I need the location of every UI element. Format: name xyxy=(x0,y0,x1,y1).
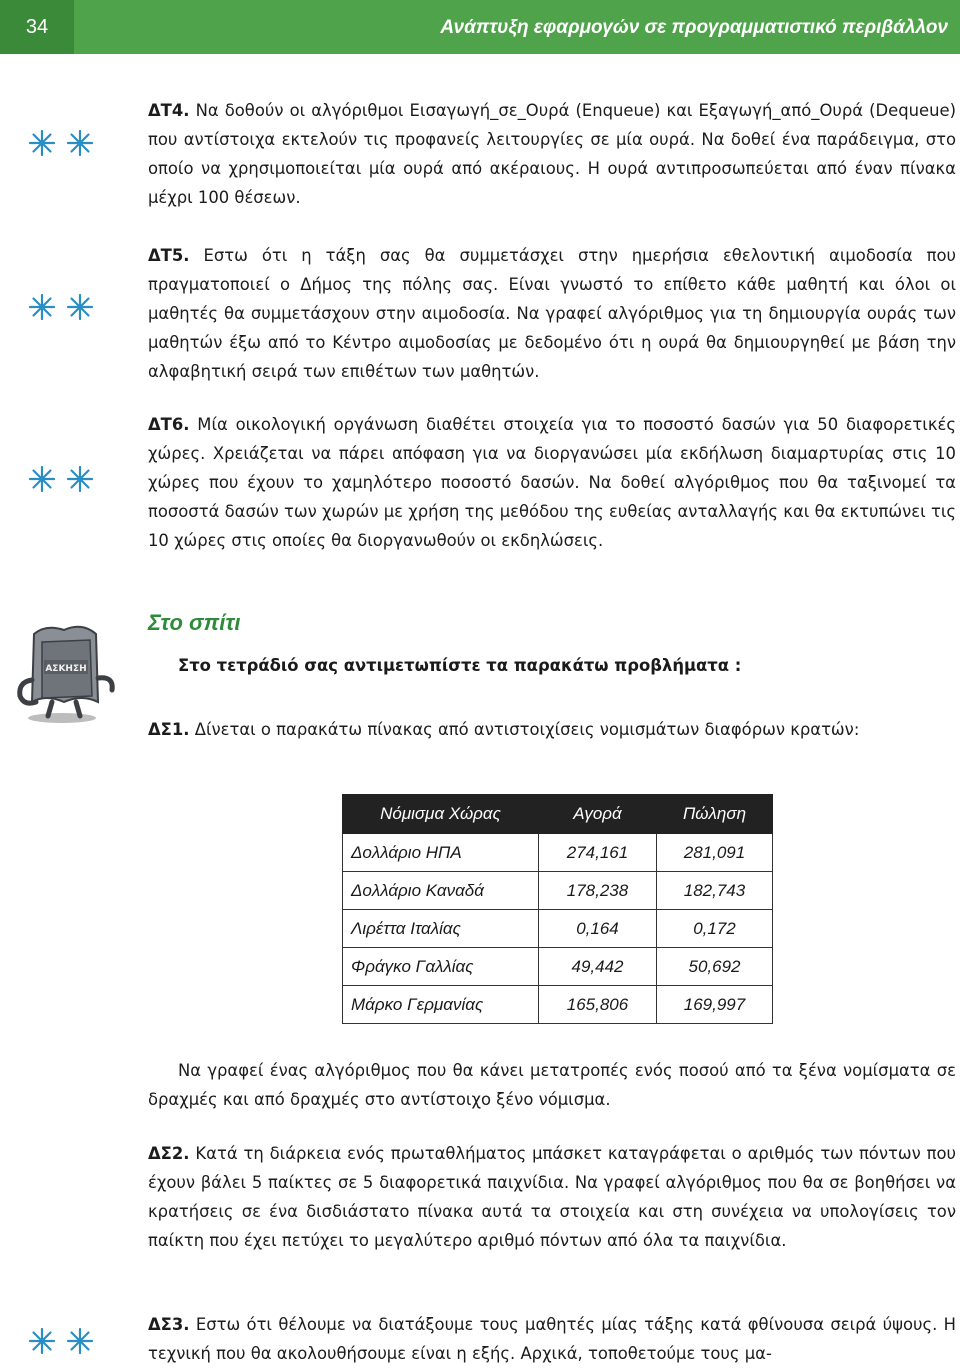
exercise-t6 xyxy=(148,410,956,555)
exercise-text: Εστω ότι η τάξη σας θα συμμετάσχει στην ημερήσια εθελοντική αιμοδοσία που πραγματοποιεί ο Δήμος της πόλης σας. Είναι γνωστό το επίθετο κάθε μαθητή και όλοι οι μαθητές θα συμμετάσχουν στην αιμοδοσία. Να γραφεί αλγόριθμος για τη δημιουργία ουράς των μαθητών έξω από το Κέντρο αιμοδοσίας με δεδομένο ότι η ουρά θα δημιουργηθεί με βάση την αλφαβητική σειρά των επιθέτων των μαθητών. xyxy=(148,246,956,381)
table-header-cell: Αγορά xyxy=(539,795,657,834)
exercise-label: ΔΣ2. xyxy=(148,1144,190,1163)
table-cell: 0,164 xyxy=(539,910,657,948)
double-star-icon xyxy=(28,292,100,322)
exercise-s1 xyxy=(148,715,956,744)
exercise-label: ΔΣ1. xyxy=(148,720,190,739)
table-cell: 178,238 xyxy=(539,872,657,910)
currency-table xyxy=(342,794,773,1024)
table-cell: Μάρκο Γερμανίας xyxy=(343,986,539,1024)
exercise-text: Να δοθούν οι αλγόριθμοι Εισαγωγή_σε_Ουρά (Enqueue) και Εξαγωγή_από_Ουρά (Dequeue) που αντίστοιχα εκτελούν τις προφανείς λειτουργίες σε μία ουρά. Να δοθεί ένα παράδειγμα, στο οποίο να χρησιμοποιείται μία ουρά από ακέραιους. Η ουρά αντιπροσωπεύεται από έναν πίνακα μέχρι 100 θέσεων. xyxy=(148,101,956,207)
mascot-label: ΑΣΚΗΣΗ xyxy=(45,664,87,674)
exercise-label: ΔΤ6. xyxy=(148,415,190,434)
table-cell: 182,743 xyxy=(657,872,773,910)
table-cell: 165,806 xyxy=(539,986,657,1024)
table-row xyxy=(343,834,773,872)
table-cell: 281,091 xyxy=(657,834,773,872)
exercise-label: ΔΤ5. xyxy=(148,246,190,265)
table-cell: 49,442 xyxy=(539,948,657,986)
table-header-cell: Πώληση xyxy=(657,795,773,834)
exercise-label: ΔΣ3. xyxy=(148,1315,190,1334)
table-cell: Φράγκο Γαλλίας xyxy=(343,948,539,986)
exercise-label: ΔΤ4. xyxy=(148,101,190,120)
chapter-title: Ανάπτυξη εφαρμογών σε προγραμματιστικό περιβάλλον xyxy=(440,17,948,38)
table-row xyxy=(343,872,773,910)
double-star-icon xyxy=(28,1326,100,1356)
table-cell: 0,172 xyxy=(657,910,773,948)
table-cell: Δολλάριο ΗΠΑ xyxy=(343,834,539,872)
table-row xyxy=(343,910,773,948)
page-header xyxy=(0,0,960,54)
table-cell: 50,692 xyxy=(657,948,773,986)
table-cell: 169,997 xyxy=(657,986,773,1024)
table-cell: 274,161 xyxy=(539,834,657,872)
double-star-icon xyxy=(28,464,100,494)
exercise-t4 xyxy=(148,96,956,212)
exercise-text: Μία οικολογική οργάνωση διαθέτει στοιχεία για το ποσοστό δασών για 50 διαφορετικές χώρες. Χρειάζεται να πάρει απόφαση για να διοργανώσει μία εκδήλωση διαμαρτυρίας στις 10 χώρες που έχουν το χαμηλότερο ποσοστό δασών. Να δοθεί αλγόριθμος που θα ταξινομεί τα ποσοστά δασών των χωρών με χρήση της μεθόδου της ευθείας ανταλλαγής και θα εκτυπώνει τις 10 χώρες στις οποίες θα διοργανωθούν οι εκδηλώσεις. xyxy=(148,415,956,550)
exercise-t5 xyxy=(148,241,956,386)
tablet-mascot-icon xyxy=(12,620,124,724)
table-header-cell: Νόμισμα Χώρας xyxy=(343,795,539,834)
table-cell: Δολλάριο Καναδά xyxy=(343,872,539,910)
exercise-text: Εστω ότι θέλουμε να διατάξουμε τους μαθητές μίας τάξης κατά φθίνουσα σειρά ύψους. Η τεχνική που θα ακολουθήσουμε είναι η εξής. Αρχικά, τοποθετούμε τους μα- xyxy=(148,1315,956,1363)
table-row xyxy=(343,948,773,986)
exercise-text: Κατά τη διάρκεια ενός πρωταθλήματος μπάσκετ καταγράφεται ο αριθμός των πόντων που έχουν βάλει 5 παίκτες σε 5 διαφορετικά παιχνίδια. Να γραφεί αλγόριθμος που θα σε βοηθήσει να κρατήσεις σε ένα δισδιάστατο πίνακα αυτά τα στοιχεία και στη συνέχεια να υπολογίσεις τον παίκτη που έχει πετύχει το μεγαλύτερο αριθμό πόντων από όλα τα παιχνίδια. xyxy=(148,1144,956,1250)
exercise-s3 xyxy=(148,1310,956,1368)
exercise-s2 xyxy=(148,1139,956,1255)
double-star-icon xyxy=(28,128,100,158)
table-cell: Λιρέττα Ιταλίας xyxy=(343,910,539,948)
section-title: Στο σπίτι xyxy=(148,610,241,635)
table-header-row xyxy=(343,795,773,834)
home-subheading: Στο τετράδιό σας αντιμετωπίστε τα παρακάτω προβλήματα : xyxy=(178,656,742,675)
table-row xyxy=(343,986,773,1024)
after-table-text: Να γραφεί ένας αλγόριθμος που θα κάνει μετατροπές ενός ποσού από τα ξένα νομίσματα σε δραχμές και από δραχμές στο αντίστοιχο ξένο νόμισμα. xyxy=(148,1061,956,1109)
page-number: 34 xyxy=(0,0,74,54)
exercise-text: Δίνεται ο παρακάτω πίνακας από αντιστοιχίσεις νομισμάτων διαφόρων κρατών: xyxy=(194,720,860,739)
